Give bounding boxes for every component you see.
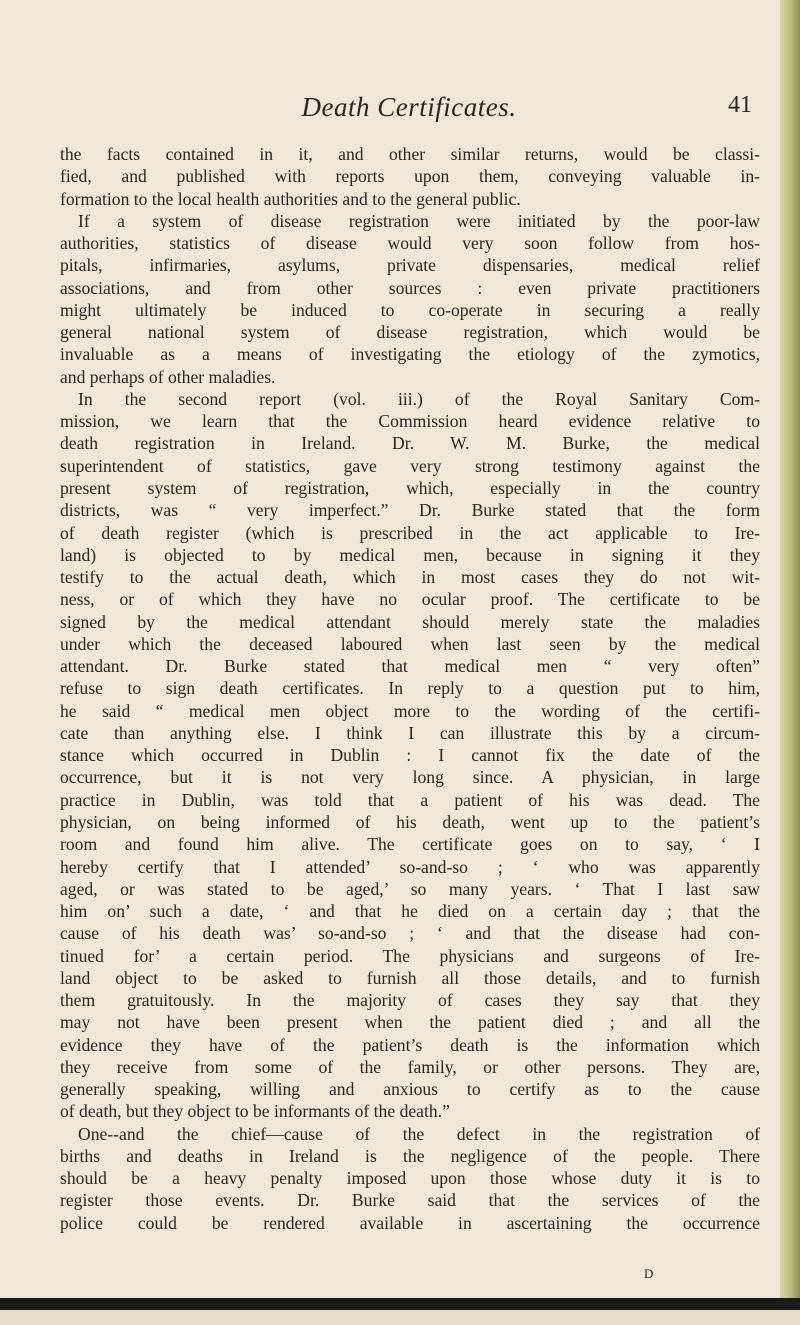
text-line: land object to be asked to furnish all those details, and to furnish [60,967,760,988]
text-line: generally speaking, willing and anxious to certify as to the cause [60,1079,760,1100]
text-line: ness, or of which they have no ocular proof. The certificate to be [60,589,760,610]
text-line: death registration in Ireland. Dr. W. M. Burke, the medical [60,433,760,454]
text-line: police could be rendered available in ascertaining the occurrence [60,1212,760,1233]
text-line: pitals, infirmaries, asylums, private dispensaries, medical relief [60,255,760,276]
text-line: If a system of disease registration were initiated by the poor-law [78,210,760,231]
text-line: associations, and from other sources : even private practitioners [60,277,760,298]
text-line: In the second report (vol. iii.) of the Royal Sanitary Com- [78,388,760,409]
page-header [60,92,758,128]
text-line: evidence they have of the patient’s death is the information which [60,1034,760,1055]
bottom-shadow [0,1298,800,1310]
text-line: might ultimately be induced to co-operate in securing a really [60,299,760,320]
text-line: districts, was “ very imperfect.” Dr. Burke stated that the form [60,500,760,521]
text-line: should be a heavy penalty imposed upon those whose duty it is to [60,1168,760,1189]
text-line: invaluable as a means of investigating the etiology of the zymotics, [60,344,760,365]
text-line: formation to the local health authorities and to the general public. [60,188,521,209]
text-line: hereby certify that I attended’ so-and-so ; ‘ who was apparently [60,856,760,877]
page-number: 41 [728,92,752,118]
text-line: of death register (which is prescribed in the act applicable to Ire- [60,522,760,543]
text-line: and perhaps of other maladies. [60,366,276,387]
text-line: testify to the actual death, which in most cases they do not wit- [60,567,760,588]
body-text [60,143,760,1234]
text-line: fied, and published with reports upon them, conveying valuable in- [60,166,760,187]
text-line: stance which occurred in Dublin : I cannot fix the date of the [60,745,760,766]
text-line: of death, but they object to be informants of the death.” [60,1101,450,1122]
text-line: authorities, statistics of disease would very soon follow from hos- [60,233,760,254]
text-line: may not have been present when the patient died ; and all the [60,1012,760,1033]
text-line: him on’ such a date, ‘ and that he died on a certain day ; that the [60,901,760,922]
text-line: cate than anything else. I think I can illustrate this by a circum- [60,722,760,743]
text-line: superintendent of statistics, gave very strong testimony against the [60,455,760,476]
text-line: aged, or was stated to be aged,’ so many years. ‘ That I last saw [60,878,760,899]
text-line: present system of registration, which, especially in the country [60,477,760,498]
text-line: general national system of disease registration, which would be [60,322,760,343]
text-line: the facts contained in it, and other similar returns, would be classi- [60,144,760,164]
book-spine-edge [776,0,800,1325]
text-line: he said “ medical men object more to the wording of the certifi- [60,700,760,721]
text-line: occurrence, but it is not very long since. A physician, in large [60,767,760,788]
signature-mark: D [644,1266,655,1281]
text-line: register those events. Dr. Burke said that the services of the [60,1190,760,1211]
text-line: physician, on being informed of his death, went up to the patient’s [60,811,760,832]
text-line: cause of his death was’ so-and-so ; ‘ and that the disease had con- [60,923,760,944]
running-title: Death Certificates. [301,92,517,122]
text-line: tinued for’ a certain period. The physicians and surgeons of Ire- [60,945,760,966]
text-line: them gratuitously. In the majority of cases they say that they [60,990,760,1011]
text-line: land) is objected to by medical men, because in signing it they [60,544,760,565]
text-line: room and found him alive. The certificate goes on to say, ‘ I [60,834,760,855]
text-line: mission, we learn that the Commission heard evidence relative to [60,411,760,432]
text-line: attendant. Dr. Burke stated that medical men “ very often” [60,656,760,677]
text-line: practice in Dublin, was told that a patient of his was dead. The [60,789,760,810]
text-line: under which the deceased laboured when last seen by the medical [60,633,760,654]
text-line: signed by the medical attendant should merely state the maladies [60,611,760,632]
text-line: they receive from some of the family, or other persons. They are, [60,1056,760,1077]
text-line: refuse to sign death certificates. In reply to a question put to him, [60,678,760,699]
text-line: One--and the chief—cause of the defect in the registration of [78,1123,760,1144]
bottom-page-edge [0,1310,800,1325]
text-line: births and deaths in Ireland is the negligence of the people. There [60,1145,760,1166]
